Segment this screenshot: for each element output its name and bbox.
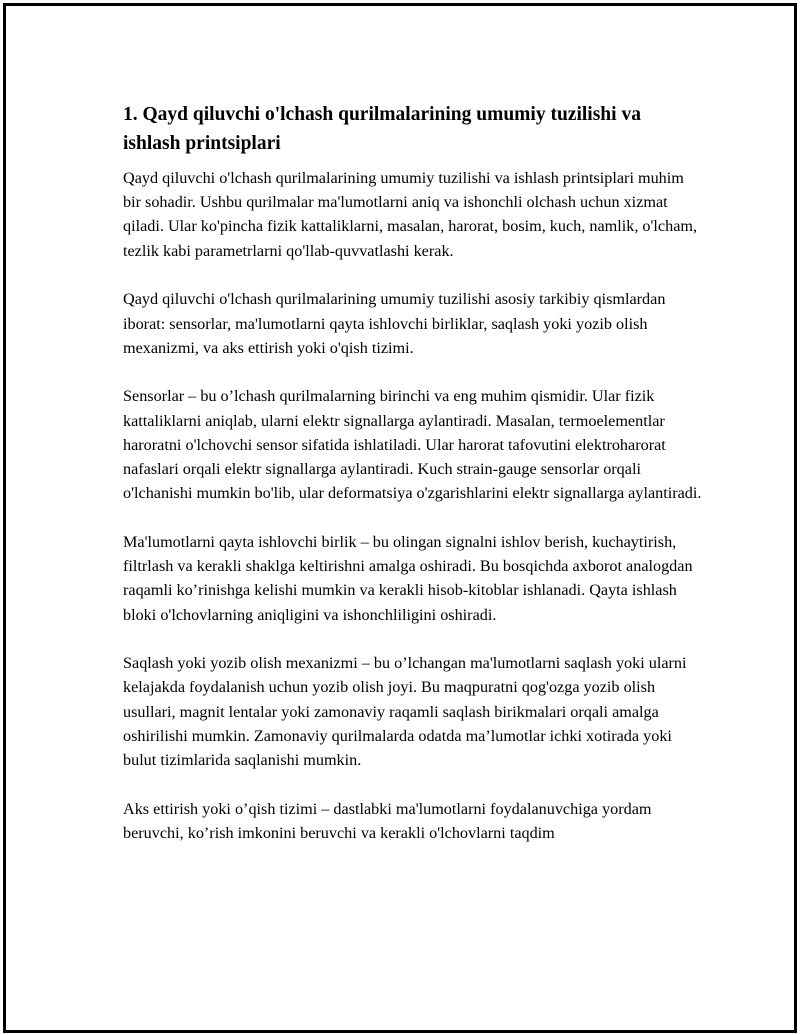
paragraph-display: Aks ettirish yoki o’qish tizimi – dastlabki ma'lumotlarni foydalanuvchiga yordam beruvchi, ko’rish imkonini beruvchi va kerakli o'lchovlarni taqdim (123, 799, 652, 842)
paragraph-structure: Qayd qiluvchi o'lchash qurilmalarining umumiy tuzilishi asosiy tarkibiy qismlardan iborat: sensorlar, ma'lumotlarni qayta ishlovchi birliklar, saqlash yoki yozib olish mexanizmi, va aks ettirish yoki o'qish tizimi. (123, 290, 666, 357)
section-heading: 1. Qayd qiluvchi o'lchash qurilmalarining umumiy tuzilishi va ishlash printsiplari (123, 104, 641, 154)
page-frame (3, 3, 797, 1033)
paragraph-storage: Saqlash yoki yozib olish mexanizmi – bu o’lchangan ma'lumotlarni saqlash yoki ularni kelajakda foydalanish uchun yozib olish joyi. Bu maqpuratni qog'ozga yozib olish usullari, magnit lentalar yoki zamonaviy raqamli saqlash birikmalari orqali amalga oshirilishi mumkin. Zamonaviy qurilmalarda odatda ma’lumotlar ichki xotirada yoki bulut tizimlarida saqlanishi mumkin. (123, 654, 687, 770)
paragraph-processing: Ma'lumotlarni qayta ishlovchi birlik – bu olingan signalni ishlov berish, kuchaytirish, filtrlash va kerakli shaklga keltirishni amalga oshiradi. Bu bosqichda axborot analogdan raqamli ko’rinishga kelishi mumkin va kerakli hisob-kitoblar ishlanadi. Qayta ishlash bloki o'lchovlarning aniqligini va ishonchliligini oshiradi. (123, 532, 693, 624)
paragraph-sensors: Sensorlar – bu o’lchash qurilmalarning birinchi va eng muhim qismidir. Ular fizik kattaliklarni aniqlab, ularni elektr signallarga aylantiradi. Masalan, termoelementlar haroratni o'lchovchi sensor sifatida ishlatiladi. Ular harorat tafovutini elektroharorat nafaslari orqali elektr signallarga aylantiradi. Kuch strain-gauge sensorlar orqali o'lchanishi mumkin bo'lib, ular deformatsiya o'zgarishlarini elektr signallarga aylantiradi. (123, 387, 702, 503)
document-body (123, 100, 703, 870)
paragraph-intro: Qayd qiluvchi o'lchash qurilmalarining umumiy tuzilishi va ishlash printsiplari muhim bir sohadir. Ushbu qurilmalar ma'lumotlarni aniq va ishonchli olchash uchun xizmat qiladi. Ular ko'pincha fizik kattaliklarni, masalan, harorat, bosim, kuch, namlik, o'lcham, tezlik kabi parametrlarni qo'llab-quvvatlashi kerak. (123, 169, 698, 260)
